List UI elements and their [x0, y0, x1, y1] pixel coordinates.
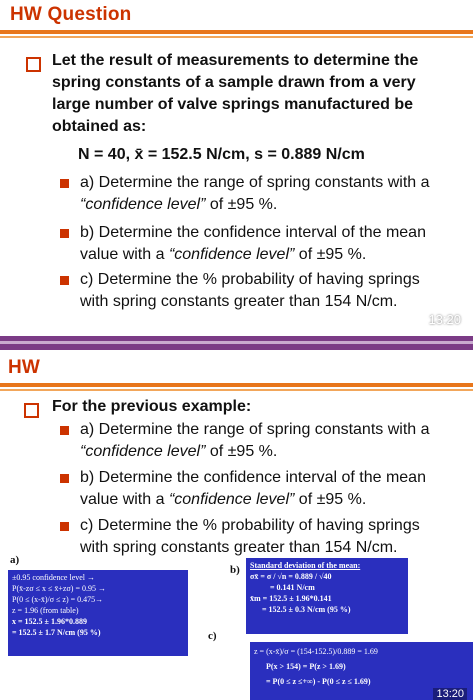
video-timestamp: 13:20 [428, 312, 461, 327]
square-bullet-icon [60, 276, 69, 285]
hollow-square-bullet-icon [26, 57, 41, 72]
square-bullet-icon [60, 522, 69, 531]
note-c-line: z = (x-x̄)/σ = (154-152.5)/0.889 = 1.69 [254, 647, 378, 656]
slide2-title: HW [8, 357, 41, 378]
note-a-line: P(x̄-zσ ≤ x ≤ x̄+zσ) = 0.95 → [12, 584, 106, 593]
square-bullet-icon [60, 179, 69, 188]
label-a: a) [10, 554, 20, 566]
square-bullet-icon [60, 229, 69, 238]
slide2-bullet-c: c) Determine the % probability of having springs with spring constants greater than 154 N/cm. [80, 517, 420, 556]
note-a-line: x = 152.5 ± 1.96*0.889 [12, 617, 87, 626]
note-a-line: z = 1.96 (from table) [12, 606, 79, 615]
title-underline-thin [0, 36, 473, 38]
square-bullet-icon [60, 474, 69, 483]
note-b-line: x̄m = 152.5 ± 1.96*0.141 [250, 594, 332, 603]
note-b-line: Standard deviation of the mean: [250, 561, 361, 570]
label-b: b) [230, 564, 240, 576]
slide1-intro: Let the result of measurements to determine the spring constants of a sample drawn from a very large number of valve springs manufactured be obtained as: [52, 52, 419, 135]
slide1-bullet-b: b) Determine the confidence interval of the mean value with a “confidence level” of ±95 %. [80, 224, 426, 263]
video-timestamp: 13:20 [433, 688, 467, 700]
square-bullet-icon [60, 426, 69, 435]
slide1-formula: N = 40, x̄ = 152.5 N/cm, s = 0.889 N/cm [78, 146, 365, 163]
note-b-line: σx̄ = σ / √n = 0.889 / √40 [250, 572, 332, 581]
note-a-line: = 152.5 ± 1.7 N/cm (95 %) [12, 628, 101, 637]
slide1-bullet-a: a) Determine the range of spring constants with a “confidence level” of ±95 %. [80, 174, 430, 213]
hollow-square-bullet-icon [24, 403, 39, 418]
note-c-line: = P(0 ≤ z ≤+∞) - P(0 ≤ z ≤ 1.69) [266, 677, 371, 686]
slide2-bullet-b: b) Determine the confidence interval of the mean value with a “confidence level” of ±95 %. [80, 469, 426, 508]
slide1-title: HW Question [10, 4, 132, 25]
note-a-line: P(0 ≤ (x-x̄)/σ ≤ z) = 0.475→ [12, 595, 104, 604]
note-a-line: ±0.95 confidence level → [12, 573, 96, 582]
label-c: c) [208, 630, 217, 642]
slide-hw-question [0, 0, 473, 336]
slide1-bullet-c: c) Determine the % probability of having springs with spring constants greater than 154 N/cm. [80, 271, 420, 310]
title-underline [0, 30, 473, 34]
solution-b-box [246, 558, 408, 634]
title-underline-thin [0, 389, 473, 391]
slide-hw [0, 350, 473, 700]
slide-divider-line [0, 341, 473, 344]
note-b-line: = 152.5 ± 0.3 N/cm (95 %) [262, 605, 351, 614]
title-underline [0, 383, 473, 387]
slide2-bullet-a: a) Determine the range of spring constants with a “confidence level” of ±95 %. [80, 421, 430, 460]
solution-a-box [8, 570, 188, 656]
slide2-intro: For the previous example: [52, 398, 252, 415]
note-c-line: P(x > 154) = P(z > 1.69) [266, 662, 346, 671]
note-b-line: = 0.141 N/cm [270, 583, 315, 592]
